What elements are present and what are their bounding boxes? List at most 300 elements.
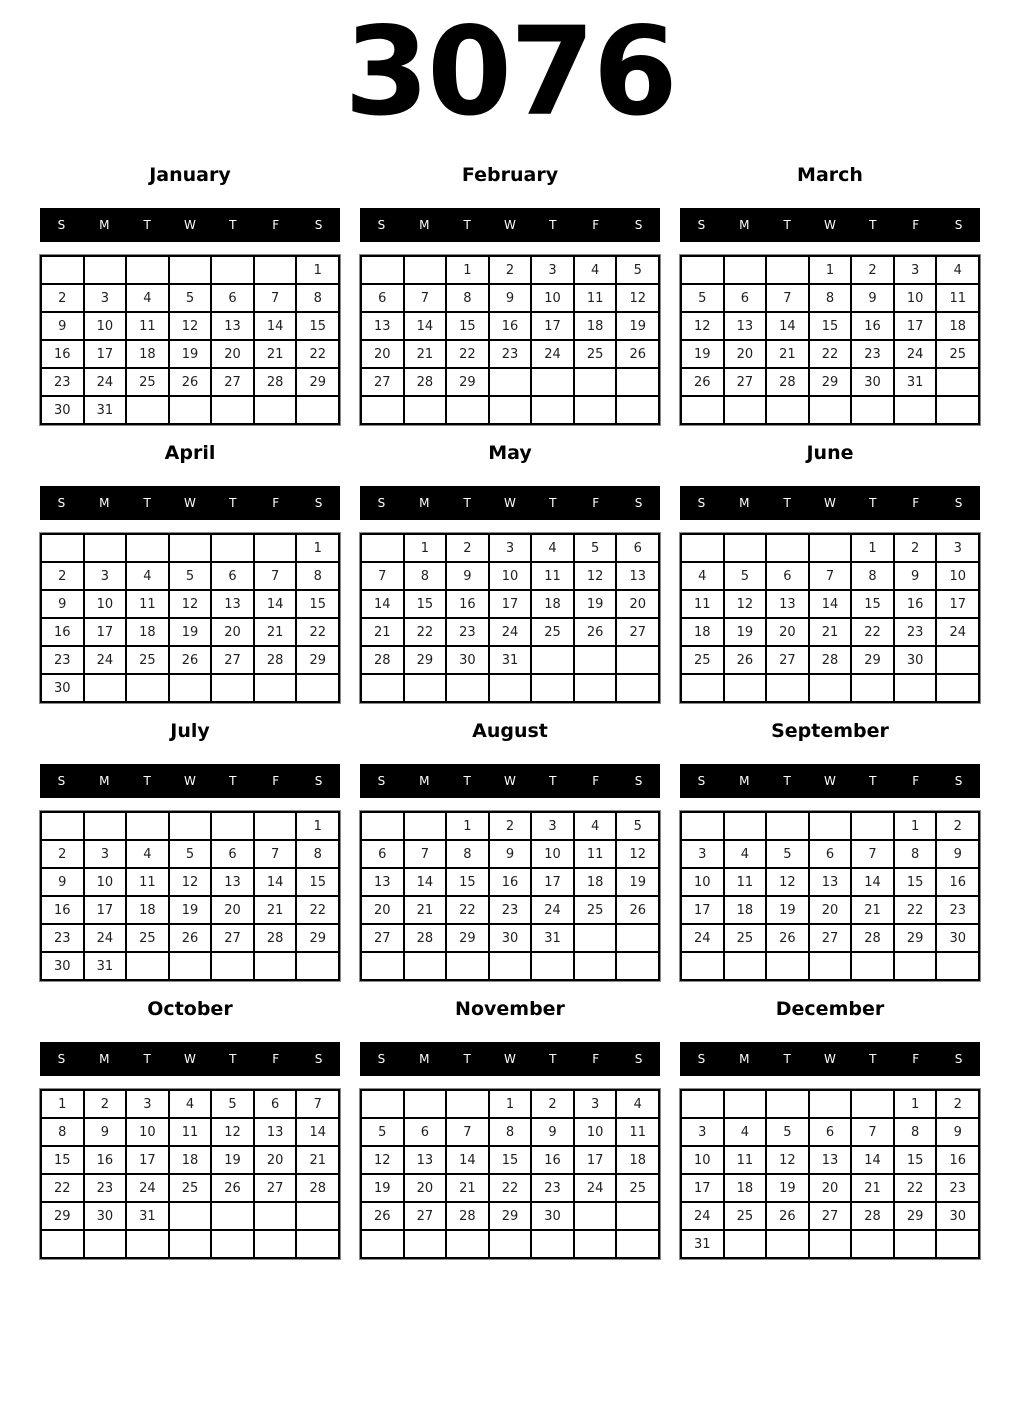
day-cell: 21 <box>296 1146 339 1174</box>
day-cell: 21 <box>766 340 809 368</box>
weekday-label: T <box>549 218 557 232</box>
day-cell: 19 <box>169 340 212 368</box>
day-cell-empty <box>766 256 809 284</box>
day-cell: 12 <box>681 312 724 340</box>
day-cell: 30 <box>41 396 84 424</box>
day-cell: 14 <box>809 590 852 618</box>
day-cell: 8 <box>296 562 339 590</box>
day-cell: 5 <box>616 812 659 840</box>
day-cell: 12 <box>211 1118 254 1146</box>
day-cell: 10 <box>936 562 979 590</box>
day-cell: 10 <box>84 868 127 896</box>
day-cell: 18 <box>126 618 169 646</box>
day-cell: 15 <box>446 312 489 340</box>
day-cell-empty <box>489 674 532 702</box>
day-cell: 9 <box>41 312 84 340</box>
day-cell: 18 <box>616 1146 659 1174</box>
day-cell: 17 <box>531 868 574 896</box>
day-cell: 22 <box>489 1174 532 1202</box>
weekday-label: W <box>184 774 196 788</box>
day-cell: 12 <box>616 284 659 312</box>
day-cell: 7 <box>254 840 297 868</box>
month-april <box>40 443 340 721</box>
day-cell: 8 <box>894 840 937 868</box>
day-cell: 21 <box>404 340 447 368</box>
weekday-label: F <box>592 496 600 510</box>
day-cell-empty <box>616 396 659 424</box>
weekday-label: T <box>549 496 557 510</box>
month-may <box>360 443 660 721</box>
day-cell: 22 <box>809 340 852 368</box>
day-cell: 20 <box>809 896 852 924</box>
day-cell-empty <box>296 952 339 980</box>
day-cell: 4 <box>724 840 767 868</box>
weekday-label: S <box>314 1052 323 1066</box>
day-cell: 28 <box>766 368 809 396</box>
day-cell: 18 <box>724 1174 767 1202</box>
day-cell: 12 <box>724 590 767 618</box>
month-grid <box>40 255 340 425</box>
day-cell: 29 <box>809 368 852 396</box>
day-cell: 28 <box>296 1174 339 1202</box>
day-cell-empty <box>809 812 852 840</box>
day-cell-empty <box>404 1090 447 1118</box>
weekday-label: W <box>824 218 836 232</box>
day-cell: 7 <box>766 284 809 312</box>
month-february <box>360 165 660 443</box>
weekday-label: M <box>419 218 430 232</box>
day-cell: 31 <box>681 1230 724 1258</box>
day-cell-empty <box>574 952 617 980</box>
weekday-header <box>40 764 340 798</box>
weekday-label: W <box>824 1052 836 1066</box>
day-cell: 7 <box>851 840 894 868</box>
day-cell: 17 <box>894 312 937 340</box>
day-cell-empty <box>809 1090 852 1118</box>
day-cell-empty <box>809 534 852 562</box>
day-cell: 8 <box>446 840 489 868</box>
day-cell-empty <box>531 952 574 980</box>
day-cell-empty <box>616 924 659 952</box>
day-cell: 22 <box>851 618 894 646</box>
weekday-label: T <box>783 1052 791 1066</box>
day-cell: 30 <box>851 368 894 396</box>
day-cell: 3 <box>531 256 574 284</box>
day-cell: 21 <box>851 896 894 924</box>
day-cell: 23 <box>936 896 979 924</box>
weekday-label: T <box>783 496 791 510</box>
day-cell: 1 <box>41 1090 84 1118</box>
day-cell-empty <box>446 1230 489 1258</box>
day-cell: 28 <box>254 368 297 396</box>
day-cell-empty <box>126 534 169 562</box>
month-grid <box>360 255 660 425</box>
day-cell: 19 <box>169 618 212 646</box>
day-cell-empty <box>489 368 532 396</box>
day-cell: 27 <box>211 924 254 952</box>
day-cell: 1 <box>296 812 339 840</box>
day-cell: 11 <box>616 1118 659 1146</box>
day-cell-empty <box>681 534 724 562</box>
day-cell-empty <box>851 1090 894 1118</box>
day-cell: 27 <box>766 646 809 674</box>
day-cell: 12 <box>169 868 212 896</box>
day-cell-empty <box>84 256 127 284</box>
day-cell: 16 <box>41 340 84 368</box>
day-cell-empty <box>531 368 574 396</box>
day-cell: 14 <box>254 590 297 618</box>
day-cell-empty <box>404 812 447 840</box>
day-cell: 29 <box>894 924 937 952</box>
day-cell: 20 <box>766 618 809 646</box>
day-cell-empty <box>254 952 297 980</box>
day-cell: 7 <box>254 562 297 590</box>
day-cell: 9 <box>84 1118 127 1146</box>
day-cell: 11 <box>574 284 617 312</box>
day-cell: 8 <box>296 840 339 868</box>
day-cell: 14 <box>404 312 447 340</box>
weekday-label: T <box>783 218 791 232</box>
day-cell-empty <box>681 1090 724 1118</box>
day-cell-empty <box>936 396 979 424</box>
day-cell: 10 <box>531 840 574 868</box>
day-cell-empty <box>169 534 212 562</box>
day-cell: 15 <box>894 1146 937 1174</box>
day-cell: 5 <box>766 1118 809 1146</box>
month-grid <box>360 811 660 981</box>
day-cell: 23 <box>41 646 84 674</box>
day-cell-empty <box>126 812 169 840</box>
day-cell-empty <box>446 952 489 980</box>
day-cell-empty <box>531 674 574 702</box>
month-grid <box>680 811 980 981</box>
day-cell: 20 <box>211 618 254 646</box>
months-grid <box>0 165 1020 1277</box>
day-cell-empty <box>84 1230 127 1258</box>
day-cell: 3 <box>894 256 937 284</box>
day-cell: 2 <box>41 284 84 312</box>
day-cell: 17 <box>531 312 574 340</box>
day-cell-empty <box>616 646 659 674</box>
day-cell: 26 <box>766 924 809 952</box>
day-cell: 9 <box>41 868 84 896</box>
day-cell: 5 <box>574 534 617 562</box>
weekday-label: S <box>954 774 963 788</box>
day-cell-empty <box>211 1202 254 1230</box>
day-cell: 21 <box>254 340 297 368</box>
day-cell: 2 <box>489 256 532 284</box>
month-title: December <box>775 998 885 1020</box>
day-cell: 16 <box>489 868 532 896</box>
day-cell: 23 <box>894 618 937 646</box>
day-cell-empty <box>724 1090 767 1118</box>
day-cell-empty <box>169 812 212 840</box>
day-cell: 3 <box>84 562 127 590</box>
day-cell-empty <box>361 1230 404 1258</box>
day-cell: 30 <box>489 924 532 952</box>
day-cell: 25 <box>936 340 979 368</box>
day-cell: 18 <box>169 1146 212 1174</box>
day-cell-empty <box>574 1202 617 1230</box>
day-cell-empty <box>531 646 574 674</box>
day-cell-empty <box>681 674 724 702</box>
day-cell-empty <box>361 812 404 840</box>
day-cell: 14 <box>851 1146 894 1174</box>
day-cell: 14 <box>404 868 447 896</box>
day-cell: 30 <box>41 674 84 702</box>
day-cell-empty <box>211 952 254 980</box>
weekday-label: S <box>314 218 323 232</box>
day-cell-empty <box>489 952 532 980</box>
weekday-label: F <box>592 218 600 232</box>
day-cell-empty <box>809 1230 852 1258</box>
day-cell: 26 <box>169 646 212 674</box>
day-cell: 10 <box>84 312 127 340</box>
day-cell: 6 <box>254 1090 297 1118</box>
day-cell: 13 <box>616 562 659 590</box>
day-cell: 8 <box>894 1118 937 1146</box>
month-july <box>40 721 340 999</box>
weekday-label: W <box>824 496 836 510</box>
day-cell: 13 <box>809 868 852 896</box>
weekday-label: W <box>184 1052 196 1066</box>
weekday-header <box>40 1042 340 1076</box>
day-cell: 22 <box>446 340 489 368</box>
day-cell-empty <box>766 952 809 980</box>
day-cell: 27 <box>211 368 254 396</box>
day-cell-empty <box>681 396 724 424</box>
weekday-label: T <box>229 496 237 510</box>
day-cell: 1 <box>296 256 339 284</box>
day-cell: 2 <box>446 534 489 562</box>
day-cell: 3 <box>489 534 532 562</box>
day-cell: 26 <box>169 924 212 952</box>
weekday-label: T <box>463 218 471 232</box>
day-cell: 5 <box>766 840 809 868</box>
day-cell: 23 <box>446 618 489 646</box>
day-cell: 3 <box>936 534 979 562</box>
day-cell: 13 <box>724 312 767 340</box>
day-cell-empty <box>766 812 809 840</box>
day-cell: 4 <box>616 1090 659 1118</box>
day-cell: 9 <box>446 562 489 590</box>
day-cell: 3 <box>681 1118 724 1146</box>
day-cell: 24 <box>681 1202 724 1230</box>
day-cell: 9 <box>531 1118 574 1146</box>
day-cell-empty <box>296 396 339 424</box>
day-cell: 21 <box>254 618 297 646</box>
day-cell: 27 <box>404 1202 447 1230</box>
month-grid <box>680 533 980 703</box>
day-cell: 16 <box>531 1146 574 1174</box>
day-cell: 31 <box>531 924 574 952</box>
day-cell-empty <box>211 396 254 424</box>
day-cell: 16 <box>84 1146 127 1174</box>
day-cell: 30 <box>41 952 84 980</box>
day-cell: 17 <box>936 590 979 618</box>
weekday-label: W <box>184 218 196 232</box>
day-cell-empty <box>809 396 852 424</box>
day-cell: 27 <box>211 646 254 674</box>
day-cell-empty <box>169 952 212 980</box>
weekday-label: T <box>869 774 877 788</box>
day-cell: 4 <box>724 1118 767 1146</box>
day-cell: 15 <box>489 1146 532 1174</box>
day-cell: 14 <box>254 312 297 340</box>
day-cell: 23 <box>41 368 84 396</box>
month-august <box>360 721 660 999</box>
day-cell: 4 <box>169 1090 212 1118</box>
day-cell: 25 <box>681 646 724 674</box>
weekday-header <box>360 764 660 798</box>
day-cell-empty <box>681 812 724 840</box>
day-cell-empty <box>446 396 489 424</box>
weekday-label: T <box>143 774 151 788</box>
day-cell: 13 <box>809 1146 852 1174</box>
day-cell-empty <box>254 812 297 840</box>
day-cell-empty <box>766 396 809 424</box>
day-cell: 19 <box>766 1174 809 1202</box>
day-cell-empty <box>766 1230 809 1258</box>
month-march <box>680 165 980 443</box>
day-cell: 11 <box>681 590 724 618</box>
weekday-label: F <box>912 496 920 510</box>
weekday-label: T <box>463 774 471 788</box>
month-grid <box>360 533 660 703</box>
day-cell: 28 <box>254 924 297 952</box>
day-cell-empty <box>254 1230 297 1258</box>
day-cell: 31 <box>84 396 127 424</box>
day-cell: 1 <box>809 256 852 284</box>
day-cell: 11 <box>724 1146 767 1174</box>
day-cell: 27 <box>616 618 659 646</box>
day-cell: 6 <box>211 840 254 868</box>
day-cell: 13 <box>361 312 404 340</box>
day-cell: 1 <box>894 812 937 840</box>
weekday-label: T <box>229 1052 237 1066</box>
day-cell-empty <box>169 1202 212 1230</box>
day-cell: 8 <box>446 284 489 312</box>
day-cell-empty <box>936 952 979 980</box>
day-cell: 29 <box>894 1202 937 1230</box>
month-september <box>680 721 980 999</box>
day-cell: 5 <box>724 562 767 590</box>
weekday-label: W <box>504 496 516 510</box>
day-cell: 28 <box>809 646 852 674</box>
day-cell-empty <box>211 1230 254 1258</box>
day-cell: 29 <box>296 646 339 674</box>
day-cell-empty <box>169 396 212 424</box>
day-cell: 10 <box>489 562 532 590</box>
day-cell: 24 <box>126 1174 169 1202</box>
weekday-header <box>40 208 340 242</box>
day-cell: 16 <box>489 312 532 340</box>
day-cell: 30 <box>84 1202 127 1230</box>
day-cell: 7 <box>851 1118 894 1146</box>
day-cell: 27 <box>254 1174 297 1202</box>
day-cell-empty <box>616 368 659 396</box>
weekday-header <box>680 764 980 798</box>
day-cell: 2 <box>936 1090 979 1118</box>
day-cell: 30 <box>936 924 979 952</box>
day-cell-empty <box>894 396 937 424</box>
day-cell: 18 <box>681 618 724 646</box>
day-cell: 28 <box>851 924 894 952</box>
day-cell: 28 <box>851 1202 894 1230</box>
day-cell: 26 <box>616 340 659 368</box>
day-cell-empty <box>254 534 297 562</box>
day-cell: 10 <box>126 1118 169 1146</box>
day-cell: 19 <box>766 896 809 924</box>
day-cell: 6 <box>724 284 767 312</box>
day-cell: 25 <box>724 924 767 952</box>
day-cell-empty <box>211 256 254 284</box>
weekday-label: M <box>419 774 430 788</box>
weekday-label: S <box>377 1052 386 1066</box>
day-cell: 7 <box>404 840 447 868</box>
weekday-label: F <box>272 774 280 788</box>
day-cell: 24 <box>936 618 979 646</box>
day-cell: 29 <box>41 1202 84 1230</box>
weekday-label: S <box>377 774 386 788</box>
weekday-label: S <box>634 1052 643 1066</box>
weekday-label: M <box>739 774 750 788</box>
month-title: February <box>461 164 559 186</box>
day-cell: 26 <box>724 646 767 674</box>
day-cell-empty <box>254 674 297 702</box>
weekday-header <box>680 1042 980 1076</box>
day-cell-empty <box>361 534 404 562</box>
day-cell-empty <box>404 396 447 424</box>
day-cell: 12 <box>574 562 617 590</box>
day-cell: 16 <box>936 868 979 896</box>
day-cell-empty <box>41 812 84 840</box>
day-cell-empty <box>169 1230 212 1258</box>
month-title: May <box>488 442 532 464</box>
day-cell: 12 <box>766 868 809 896</box>
day-cell: 7 <box>404 284 447 312</box>
day-cell: 16 <box>41 618 84 646</box>
day-cell: 22 <box>41 1174 84 1202</box>
weekday-label: T <box>463 496 471 510</box>
day-cell: 17 <box>681 896 724 924</box>
day-cell: 4 <box>126 562 169 590</box>
day-cell-empty <box>211 812 254 840</box>
day-cell: 17 <box>489 590 532 618</box>
month-grid <box>40 533 340 703</box>
day-cell: 7 <box>361 562 404 590</box>
weekday-label: S <box>634 218 643 232</box>
day-cell: 25 <box>574 896 617 924</box>
weekday-header <box>360 486 660 520</box>
day-cell: 26 <box>766 1202 809 1230</box>
month-december <box>680 999 980 1277</box>
day-cell: 2 <box>489 812 532 840</box>
day-cell: 5 <box>616 256 659 284</box>
weekday-label: S <box>634 774 643 788</box>
day-cell: 14 <box>851 868 894 896</box>
day-cell: 24 <box>531 340 574 368</box>
day-cell: 15 <box>894 868 937 896</box>
weekday-label: S <box>697 218 706 232</box>
year-title: 3076 <box>344 1 676 143</box>
day-cell: 11 <box>531 562 574 590</box>
day-cell: 11 <box>126 590 169 618</box>
day-cell: 20 <box>211 340 254 368</box>
day-cell-empty <box>936 646 979 674</box>
day-cell: 6 <box>361 284 404 312</box>
day-cell: 15 <box>296 590 339 618</box>
